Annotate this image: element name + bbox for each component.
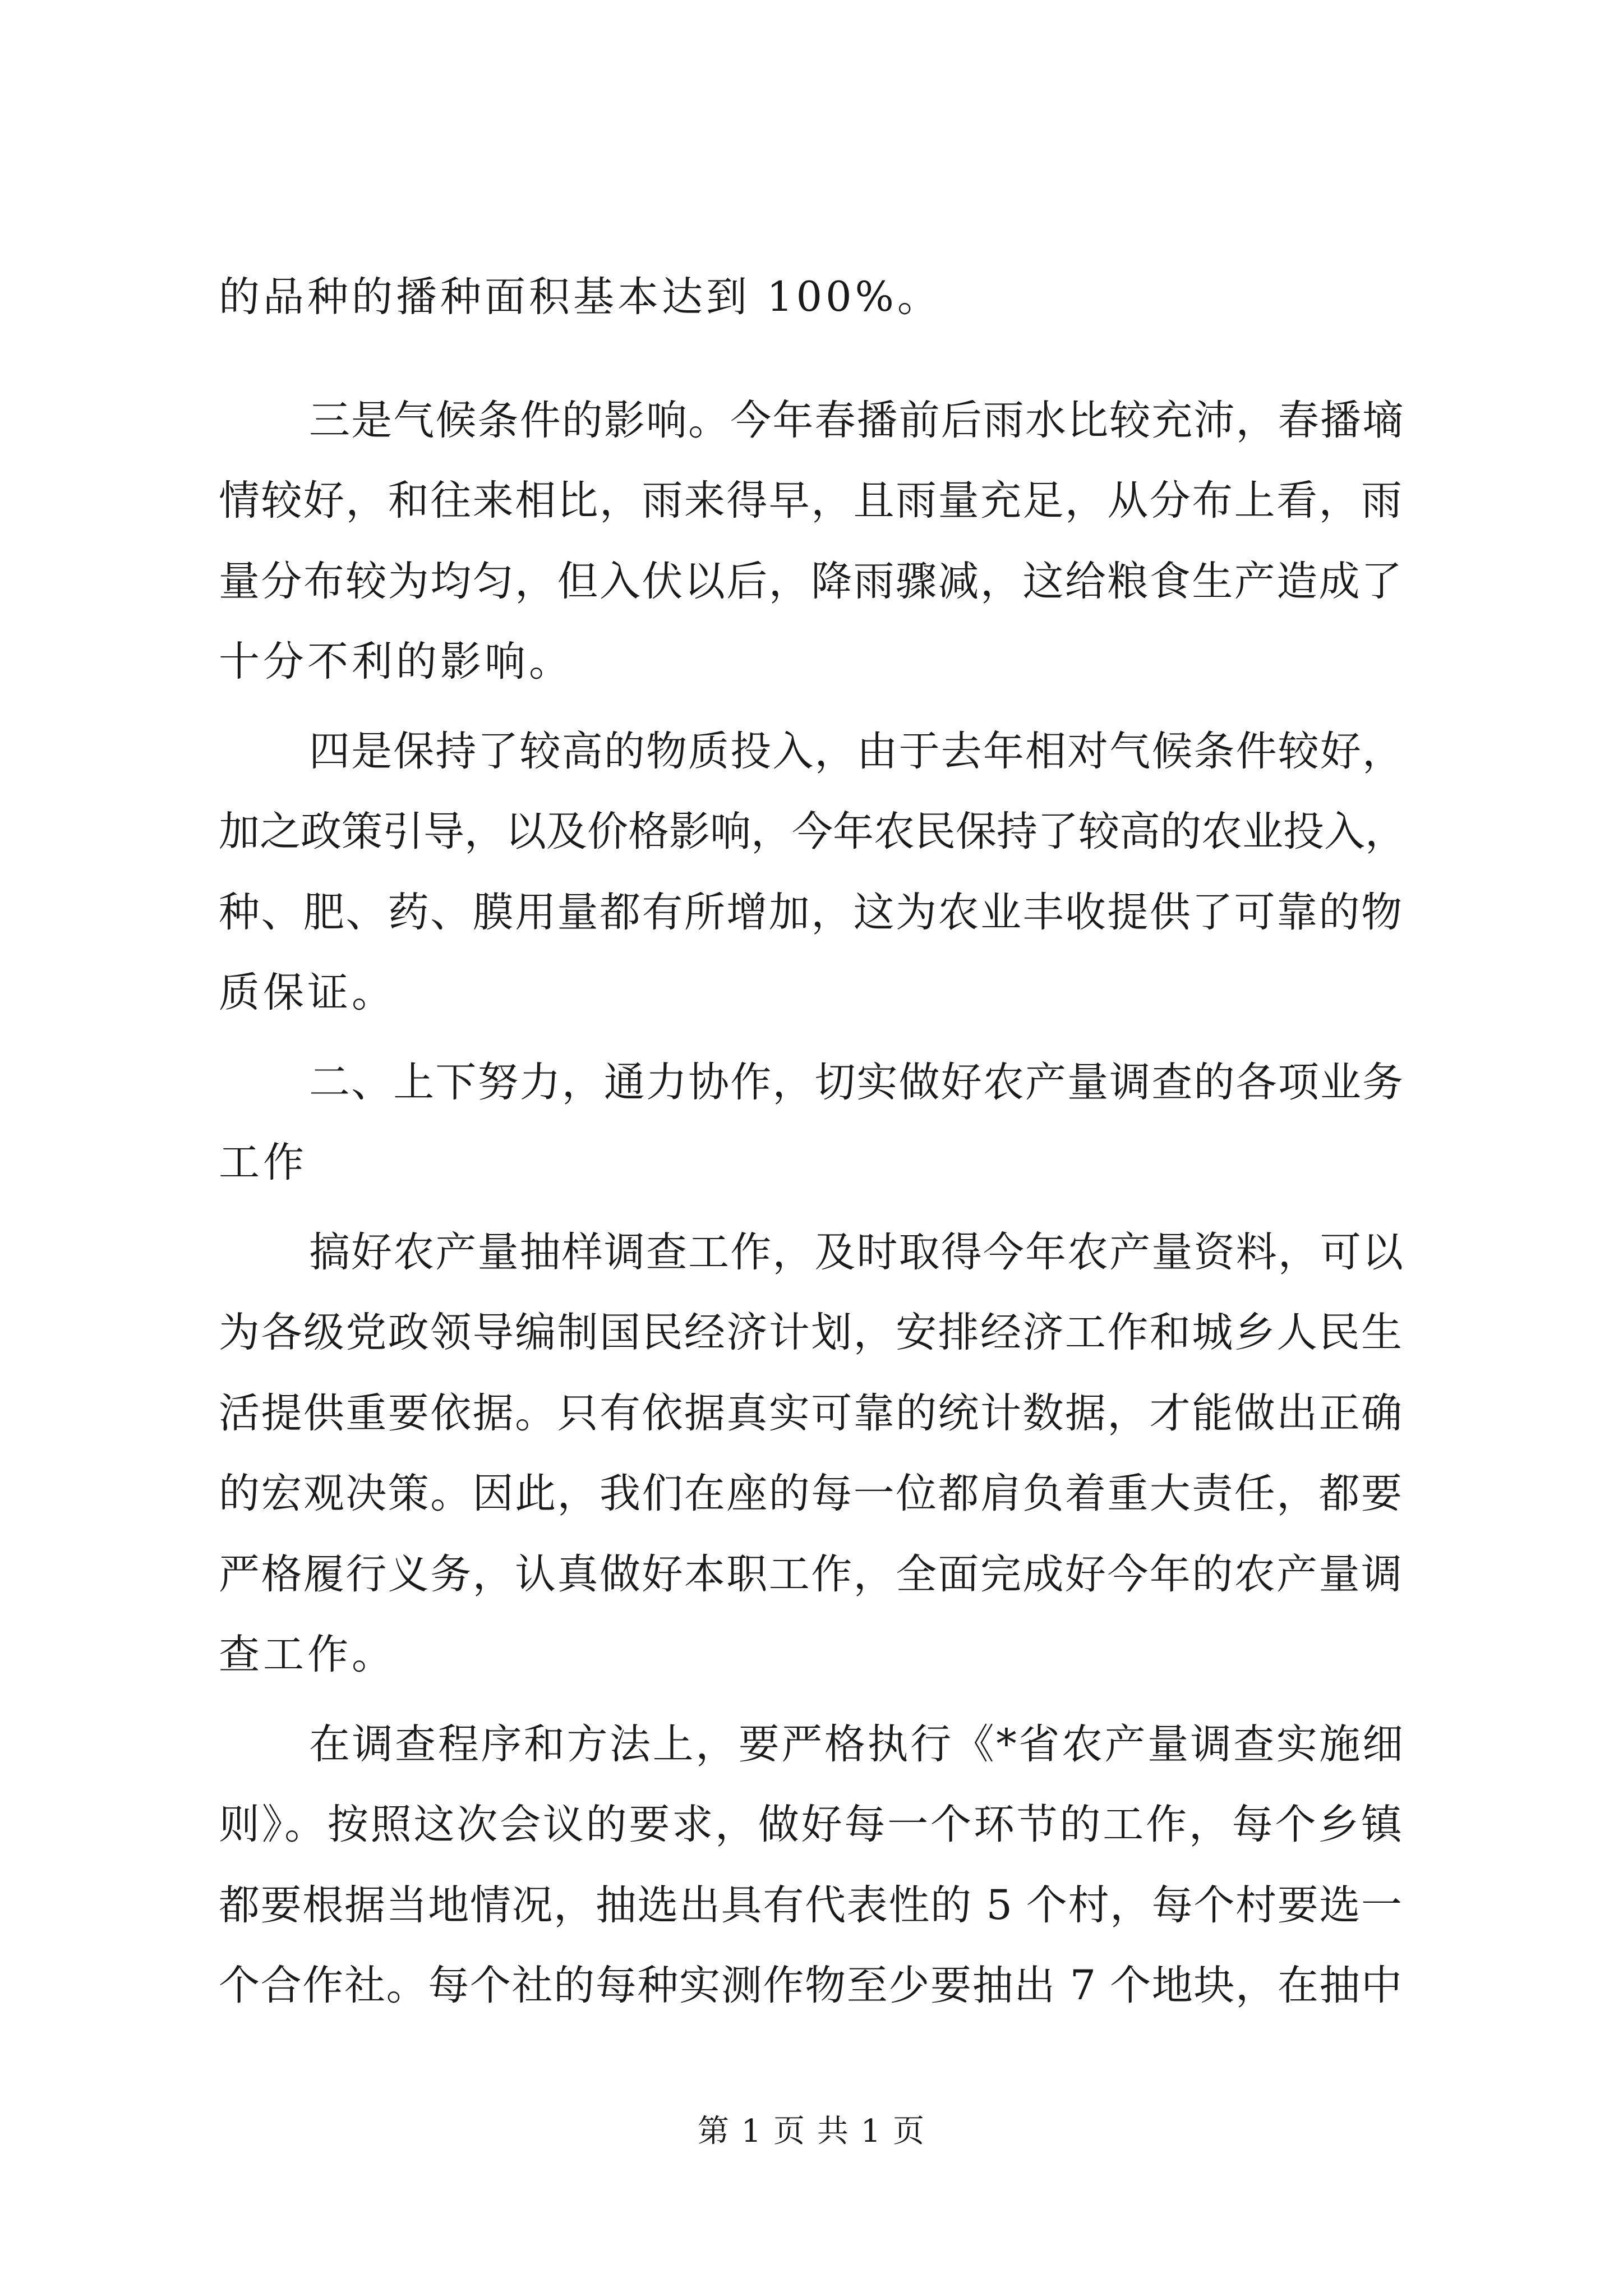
text-line: 活提供重要依据。只有依据真实可靠的统计数据，才能做出正确 bbox=[219, 1389, 1402, 1437]
text-line: 严格履行义务，认真做好本职工作，全面完成好今年的农产量调 bbox=[219, 1550, 1402, 1598]
text-line: 三是气候条件的影响。今年春播前后雨水比较充沛，春播墒 bbox=[309, 397, 1403, 444]
text-line: 都要根据当地情况，抽选出具有代表性的 5 个村，每个村要选一 bbox=[219, 1881, 1402, 1929]
text-line: 十分不利的影响。 bbox=[219, 638, 573, 685]
text-line: 情较好，和往来相比，雨来得早，且雨量充足，从分布上看，雨 bbox=[219, 477, 1402, 524]
text-line: 量分布较为均匀，但入伏以后，降雨骤减，这给粮食生产造成了 bbox=[219, 558, 1402, 605]
heading-line: 二、上下努力，通力协作，切实做好农产量调查的各项业务 bbox=[309, 1059, 1403, 1106]
text-line: 搞好农产量抽样调查工作，及时取得今年农产量资料，可以 bbox=[309, 1228, 1403, 1276]
text-line: 个合作社。每个社的每种实测作物至少要抽出 7 个地块，在抽中 bbox=[219, 1962, 1402, 2009]
text-line: 种、肥、药、膜用量都有所增加，这为农业丰收提供了可靠的物 bbox=[219, 889, 1402, 936]
text-line: 四是保持了较高的物质投入，由于去年相对气候条件较好， bbox=[309, 728, 1403, 775]
page-footer: 第 1 页 共 1 页 bbox=[697, 2113, 926, 2150]
text-line: 在调查程序和方法上，要严格执行《*省农产量调查实施细 bbox=[309, 1720, 1403, 1768]
text-line: 则》。按照这次会议的要求，做好每一个环节的工作，每个乡镇 bbox=[219, 1801, 1402, 1848]
text-line: 的品种的播种面积基本达到 100%。 bbox=[219, 273, 942, 321]
heading-line: 工作 bbox=[219, 1139, 307, 1186]
text-line: 加之政策引导，以及价格影响，今年农民保持了较高的农业投入， bbox=[219, 808, 1406, 855]
text-line: 为各级党政领导编制国民经济计划，安排经济工作和城乡人民生 bbox=[219, 1309, 1402, 1356]
text-line: 质保证。 bbox=[219, 969, 396, 1016]
text-line: 的宏观决策。因此，我们在座的每一位都肩负着重大责任，都要 bbox=[219, 1470, 1402, 1517]
text-line: 查工作。 bbox=[219, 1631, 396, 1678]
